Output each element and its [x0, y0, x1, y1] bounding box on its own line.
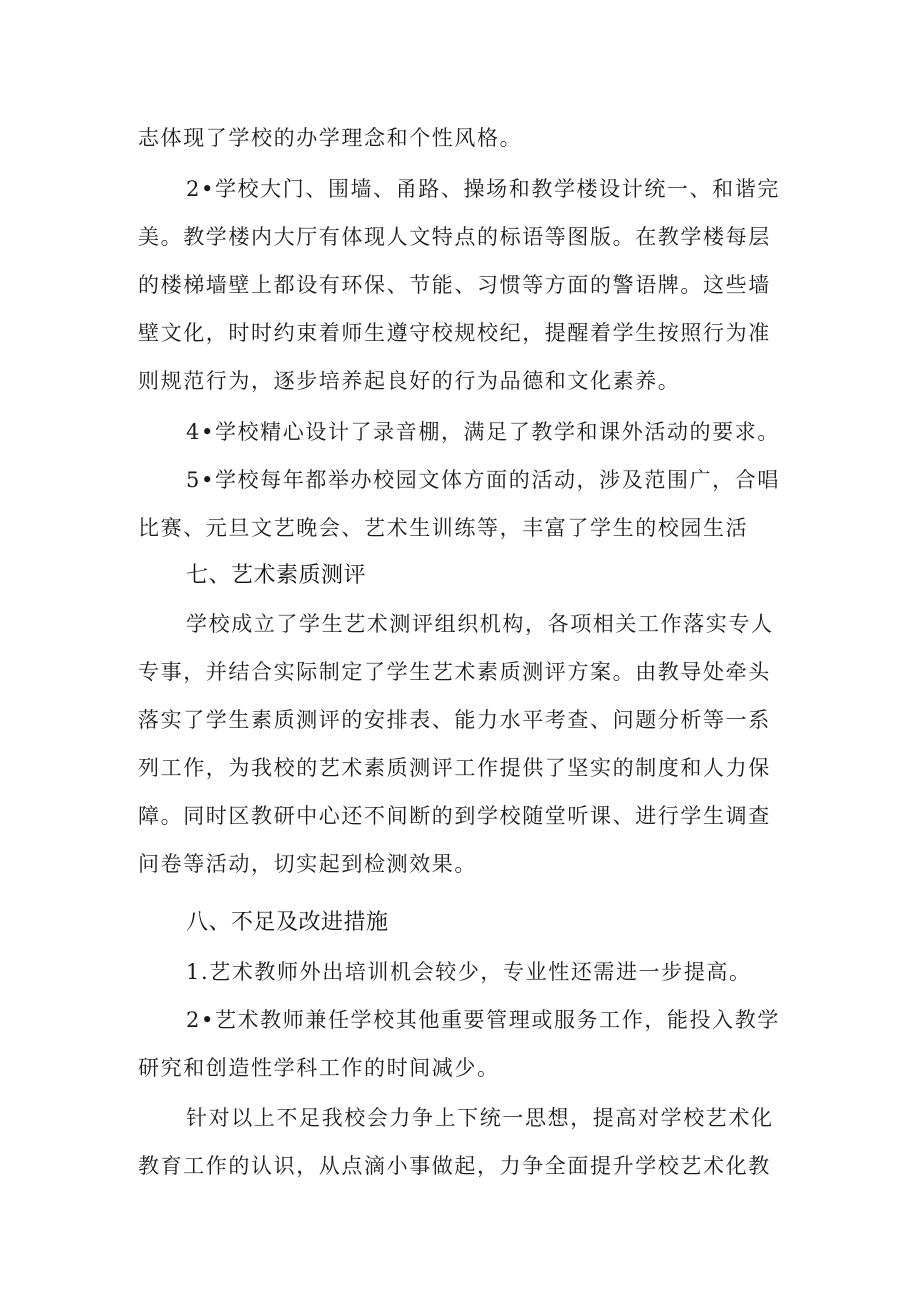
paragraph-line: 障。同时区教研中心还不间断的到学校随堂听课、进行学生调查 [138, 804, 771, 828]
paragraph-line: 5•学校每年都举办校园文体方面的活动，涉及范围广，合唱 [186, 468, 780, 492]
paragraph-line: 落实了学生素质测评的安排表、能力水平考查、问题分析等一系 [138, 708, 771, 732]
paragraph-line: 的楼梯墙壁上都设有环保、节能、习惯等方面的警语牌。这些墙 [138, 273, 771, 297]
paragraph-line: 研究和创造性学科工作的时间减少。 [138, 1056, 500, 1080]
paragraph-line: 学校成立了学生艺术测评组织机构，各项相关工作落实专人 [186, 612, 774, 636]
paragraph-line: 2•艺术教师兼任学校其他重要管理或服务工作，能投入教学 [186, 1008, 780, 1032]
paragraph-line: 问卷等活动，切实起到检测效果。 [138, 852, 477, 876]
section-heading: 八、不足及改进措施 [186, 910, 389, 935]
paragraph-line: 针对以上不足我校会力争上下统一思想，提高对学校艺术化 [186, 1106, 774, 1130]
paragraph-line: 4•学校精心设计了录音棚，满足了教学和课外活动的要求。 [186, 420, 780, 444]
paragraph-line: 志体现了学校的办学理念和个性风格。 [138, 126, 523, 150]
paragraph-line: 1.艺术教师外出培训机会较少，专业性还需进一步提高。 [186, 960, 752, 984]
paragraph-line: 壁文化，时时约束着师生遵守校规校纪，提醒着学生按照行为准 [138, 321, 771, 345]
paragraph-line: 则规范行为，逐步培养起良好的行为品德和文化素养。 [138, 369, 681, 393]
paragraph-line: 列工作，为我校的艺术素质测评工作提供了坚实的制度和人力保 [138, 756, 771, 780]
paragraph-line: 专事，并结合实际制定了学生艺术素质测评方案。由教导处牵头 [138, 660, 771, 684]
paragraph-line: 美。教学楼内大厅有体现人文特点的标语等图版。在教学楼每层 [138, 225, 771, 249]
paragraph-line: 2•学校大门、围墙、甬路、操场和教学楼设计统一、和谐完 [186, 177, 780, 201]
paragraph-line: 比赛、元旦文艺晚会、艺术生训练等，丰富了学生的校园生活 [138, 516, 749, 540]
section-heading: 七、艺术素质测评 [186, 563, 367, 588]
paragraph-line: 教育工作的认识，从点滴小事做起，力争全面提升学校艺术化教 [138, 1154, 771, 1178]
